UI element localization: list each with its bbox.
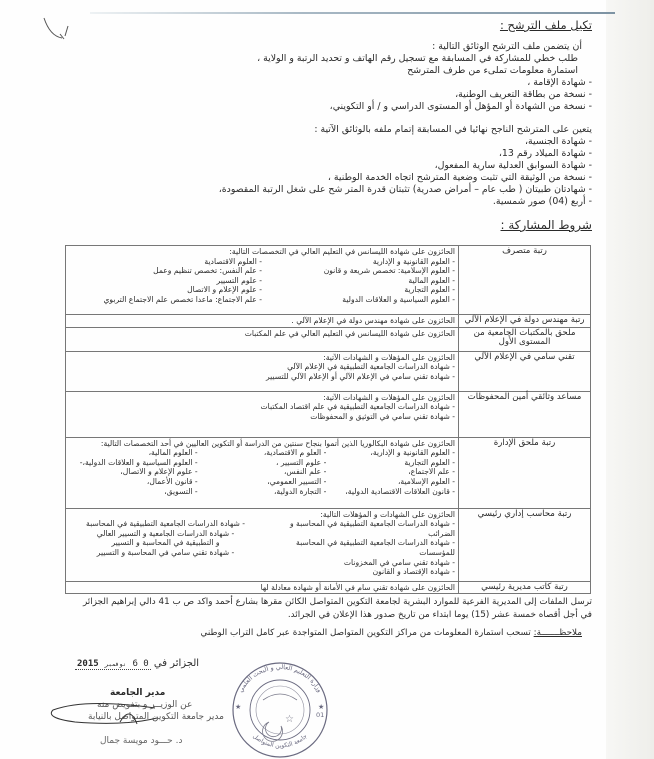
table-row — [66, 437, 591, 508]
place: الجزائر في — [153, 658, 200, 669]
spec-item: - شهادة الدراسات الجامعية التطبيقية في المحاسبة للمؤسسات — [296, 538, 455, 557]
spec-item: - العلوم التجارية — [404, 457, 455, 467]
successful-doc: - أربع (04) صور شمسية. — [492, 196, 592, 207]
signatory-role: مدير الجامعة — [110, 688, 166, 698]
requirement-intro: الحائزون على شهادة الليسانس في التعليم العالي في علم المكتبات — [244, 328, 455, 338]
crescent-icon — [263, 722, 283, 741]
spec-item: - شهادة تقني سامي في الإعلام الآلي أو الإعلام الآلي للتسيير — [265, 371, 455, 381]
requirements-cell — [66, 246, 459, 315]
spec-item: - العلو م الاقتصادية، — [263, 448, 327, 458]
requirements-cell — [66, 315, 459, 328]
spec-item: - علوم الإعلام و الاتصال، — [120, 467, 198, 477]
spec-item: - علوم التسيير ، — [275, 457, 327, 467]
spec-item: - العلوم السياسية و العلاقات الدولية — [342, 294, 455, 304]
date-day: 0 6 — [132, 659, 149, 669]
handwritten-signature — [45, 700, 165, 730]
requirements-cell — [66, 391, 459, 437]
table-row — [66, 246, 591, 315]
note-text: تسحب استمارة المعلومات من مراكز التكوين المتواصل المتواجدة عبر كامل التراب الوطني — [200, 628, 534, 638]
table-row — [66, 315, 591, 328]
rank-cell: رتبة محاسب إداري رئيسي — [459, 508, 591, 581]
successful-doc: - شهادة الجنسية، — [524, 136, 592, 147]
spec-item: - علم الاجتماع: ماعدا تخصص علم الاجتماع التربوي — [103, 294, 262, 304]
spec-item: - شهادة الدراسات الجامعية و التسيير العالي — [96, 528, 235, 538]
table-row — [66, 581, 591, 594]
successful-doc: - شهادتان طبيتان ( طب عام – أمراض صدرية) تثبتان قدرة المتر شح على شغل الرتبة المقصودة، — [218, 184, 592, 195]
rank-cell: رتبة متصرف — [459, 246, 591, 315]
table-row — [66, 351, 591, 391]
requirements-cell — [66, 581, 459, 594]
table-row — [66, 508, 591, 581]
doc-item: - شهادة الإقامة ، — [527, 77, 592, 88]
requirement-intro: الحائزون على شهادة البكالوريا الذين أتموا بنجاح سنتين من الدراسة أو التكوين العاليين في أحد التخصصات التالية: — [100, 438, 455, 448]
successful-doc: - شهادة الميلاد رقم 13، — [498, 148, 592, 159]
spec-item: - قانون الأعمال، — [146, 476, 198, 486]
docs-intro: أن يتضمن ملف الترشح الوثائق التالية : — [432, 41, 582, 52]
rank-cell: رتبة مهندس دولة في الإعلام الآلي — [459, 315, 591, 328]
requirements-cell — [66, 437, 459, 508]
file-title: تكيل ملف الترشح : — [499, 18, 592, 32]
spec-item: - العلوم المالية — [408, 275, 455, 285]
stamp-outer-text: وزارة التعليم العالي و البحث العلمي — [236, 662, 324, 694]
spec-item: - العلوم الإسلامية: تخصص شريعة و قانون — [323, 266, 455, 276]
spec-item: - شهادة الدراسات الجامعية التطبيقية في علم اقتصاد المكتبات — [260, 402, 455, 412]
spec-item: - شهادة تقني سامي في المحاسبة و التسيير — [96, 547, 235, 557]
top-rule — [90, 12, 615, 14]
place-date — [75, 658, 199, 669]
official-stamp — [225, 660, 335, 759]
spec-item: - علم الاجتماع، — [408, 467, 455, 477]
spec-item: - التجارة الدولية، — [273, 486, 327, 496]
date-year: 2015 — [77, 659, 99, 669]
spec-item: - شهادة تقني سامي في المخزونات — [343, 557, 455, 567]
table-row — [66, 391, 591, 437]
send-instructions: ترسل الملفات إلى المديرية الفرعية للموارد البشرية لجامعة التكوين المتواصل الكائن مقرها بشارع أحمد واكد ص ب 41 دالي إبراهيم الجزائر — [82, 597, 592, 607]
successful-doc: - شهادة السوابق العدلية سارية المفعول، — [434, 160, 592, 171]
doc-item: استمارة معلومات تملىء من طرف المترشح — [407, 65, 578, 76]
successful-intro: يتعين على المترشح الناجح نهائيا في المسابقة إتمام ملفه بالوثائق الآتية : — [314, 124, 592, 135]
spec-item: - شهادة الدراسات الجامعية التطبيقية في المحاسبة و الضرائب — [289, 519, 455, 538]
rank-cell: رتبة كاتب مديرية رئيسي — [459, 581, 591, 594]
requirements-cell — [66, 351, 459, 391]
spec-item: - التسويق، — [164, 486, 198, 496]
requirements-cell — [66, 327, 459, 351]
rank-cell: رتبة ملحق الإدارة — [459, 437, 591, 508]
office: مدير جامعة التكوين المتواصل بالنيابة — [88, 712, 224, 722]
doc-item: - نسخة من الشهادة أو المؤهل أو المستوى الدراسي و / أو التكويني، — [329, 101, 592, 112]
spec-item: - العلوم الاقتصادية — [204, 256, 262, 266]
signatory-name: د. حـــود مويسة جمال — [100, 736, 183, 746]
spec-item: - العلوم القانونية و الإدارية، — [370, 448, 455, 458]
conditions-table — [65, 245, 591, 594]
successful-doc: - نسخة من الوثيقة التي تثبت وضعية المترشح اتجاه الخدمة الوطنية ، — [327, 172, 592, 183]
requirement-intro: الحائزون على شهادة تقني سام في الأمانة أو شهادة معادلة لها — [260, 582, 455, 592]
spec-item: - علم النفس: تخصص تنظيم وعمل — [153, 266, 262, 276]
note-label: ملاحظـــــــة: — [533, 628, 582, 638]
spec-item: - العلوم المالية، — [148, 448, 198, 458]
conditions-title: شروط المشاركة : — [500, 218, 592, 232]
doc-item: طلب خطي للمشاركة في المسابقة مع تسجيل رقم الهاتف و تحديد الرتبة و الولاية ، — [257, 53, 578, 64]
stamp-number: 01 — [316, 711, 325, 719]
scribble-mark — [40, 14, 80, 44]
send-deadline: في أجل أقصاه خمسة عشر (15) يوما ابتداء من تاريخ صدور هذا الإعلان في الجرائد. — [287, 610, 592, 620]
note — [201, 627, 583, 639]
requirement-intro: الحائزون على شهادة الليسانس في التعليم العالي في التخصصات التالية: — [229, 247, 455, 256]
scan-shadow — [606, 0, 654, 759]
stamp-star-icon: ★ — [235, 703, 242, 711]
rank-cell: ملحق بالمكتبات الجامعية من المستوى الأول — [459, 327, 591, 351]
spec-item: - العلوم التجارية — [404, 285, 455, 295]
spec-item: و التطبيقية في المحاسبة و التسيير — [111, 538, 220, 548]
stamp-bottom-text: جامعة التكوين المتواصل — [251, 732, 309, 750]
requirement-intro: الحائزون على شهادة مهندس دولة في الإعلام الآلي . — [291, 316, 455, 325]
doc-item: - نسخة من بطاقة التعريف الوطنية، — [455, 89, 592, 100]
spec-item: - شهادة الإقتصاد و القانون — [372, 567, 455, 577]
rank-cell: مساعد وثائقي أمين المحفوظات — [459, 391, 591, 437]
date-month: نوفمبر — [104, 661, 127, 668]
requirement-intro: الحائزون على الشهادات و المؤهلات التالية: — [320, 509, 455, 519]
requirements-cell — [66, 508, 459, 581]
spec-item: - شهادة تقني سامي في التوثيق و المحفوظات — [310, 411, 455, 421]
spec-item: - قانون العلاقات الاقتصادية الدولية، — [345, 486, 455, 496]
spec-item: - علم النفس، — [283, 467, 327, 477]
spec-item: - التسيير العمومي، — [267, 476, 327, 486]
requirement-intro: الحائزون على المؤهلات و الشهادات الآتية: — [323, 392, 455, 402]
requirement-intro: الحائزون على المؤهلات و الشهادات الآتية: — [323, 352, 455, 362]
table-row — [66, 327, 591, 351]
spec-item: - شهادة الدراسات الجامعية التطبيقية في المحاسبة — [86, 519, 245, 529]
delegation: عن الوزيــر و بتفويض منه — [97, 700, 193, 710]
spec-item: - العلوم القانونية و الإدارية — [372, 256, 455, 266]
spec-item: - علوم الإعلام و الاتصال — [187, 285, 262, 295]
spec-item: - علوم التسيير — [216, 275, 262, 285]
date — [75, 658, 151, 670]
rank-cell: تقني سامي في الإعلام الآلي — [459, 351, 591, 391]
spec-item: - العلوم الإسلامية، — [397, 476, 455, 486]
spec-item: - العلوم السياسية و العلاقات الدولية،- — [79, 457, 198, 467]
star-icon: ☆ — [285, 714, 294, 725]
spec-item: - شهادة الدراسات الجامعية التطبيقية في الإعلام الآلي — [287, 362, 455, 372]
stamp-star-icon: ★ — [318, 703, 325, 711]
